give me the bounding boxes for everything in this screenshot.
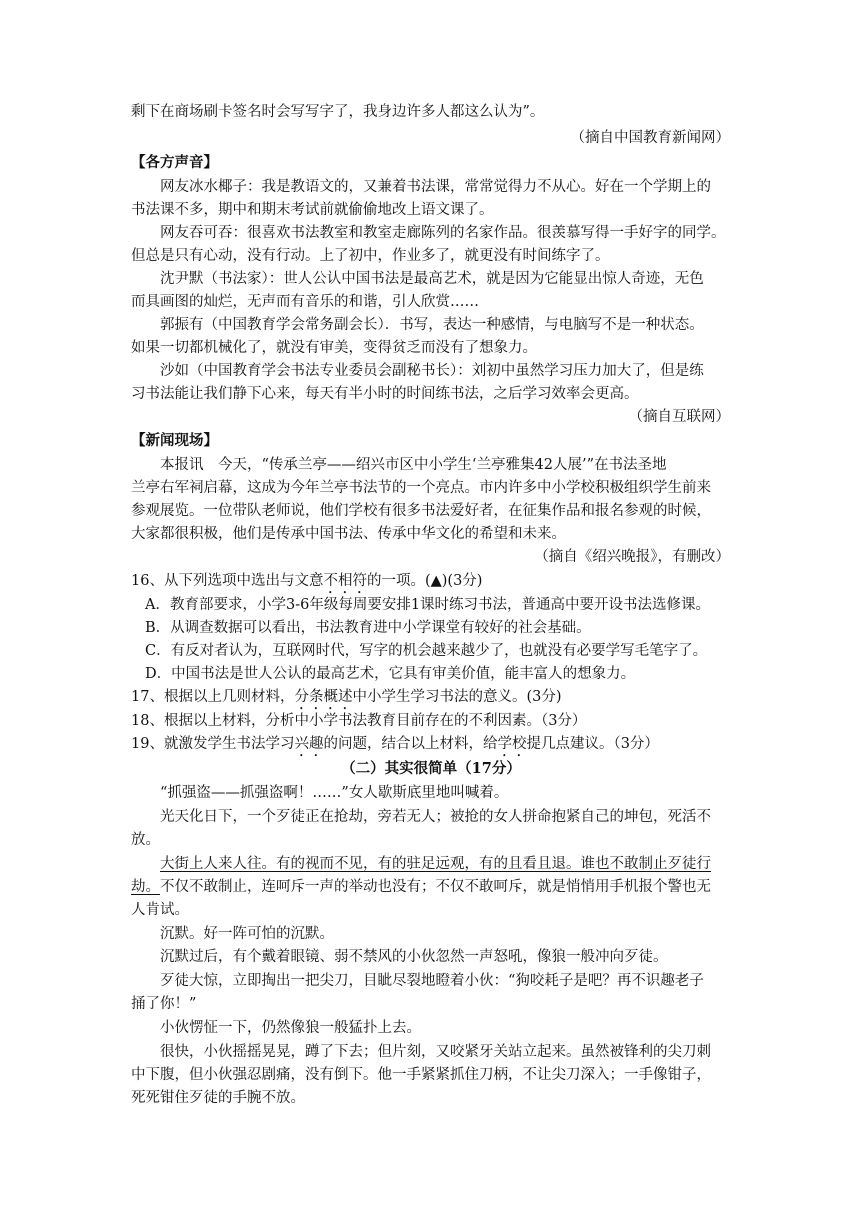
story-line: 沉默过后，有个戴着眼镜、弱不禁风的小伙忽然一声怒吼，像狼一般冲向歹徒。 xyxy=(160,949,668,965)
question-text: 的一项。(▲)(3分) xyxy=(366,573,483,589)
question-16 xyxy=(131,570,731,597)
question-19 xyxy=(131,733,731,760)
story-line: 歹徒大惊，立即掏出一把尖刀，目眦尽裂地瞪着小伙：“狗咬耗子是吧？再不识趣老子 xyxy=(160,973,704,989)
option-d: D．中国书法是世人公认的最高艺术，它具有审美价值，能丰富人的想象力。 xyxy=(145,666,636,682)
voices-paragraph-line: 如果一切都机械化了，就没有审美，变得贫乏而没有了想象力。 xyxy=(131,340,537,356)
voices-paragraph-line: 但总是只有心动，没有行动。上了初中，作业多了，就更没有时间练字了。 xyxy=(131,248,610,264)
story-line: 人肯试。 xyxy=(131,902,189,918)
story-line: 光天化日下，一个歹徒正在抢劫，旁若无人；被抢的女人拼命抱紧自己的坤包，死活不 xyxy=(160,809,711,825)
question-text: 提几点建议。（3分） xyxy=(526,736,659,752)
story-title: （二）其实很简单（17分） xyxy=(341,760,521,777)
story-line: 沉默。好一阵可怕的沉默。 xyxy=(160,926,334,942)
question-18: 18、根据以上材料，分析中小学书法教育目前存在的不利因素。（3分） xyxy=(131,713,587,729)
continuation-line: 剩下在商场刷卡签名时会写写字了，我身边许多人都这么认为”。 xyxy=(131,104,545,120)
news-paragraph-line: 参观展览。一位带队老师说，他们学校有很多书法爱好者，在征集作品和报名参观的时候， xyxy=(131,503,711,519)
option-a: A．教育部要求，小学3-6年级每周要安排1课时练习书法，普通高中要开设书法选修课。 xyxy=(145,597,711,613)
story-text: 不仅不敢制止，连呵斥一声的举动也没有；不仅不敢呵斥，就是悄悄用手机报个警也无 xyxy=(160,879,711,895)
voices-source: （摘自互联网） xyxy=(628,409,730,425)
story-line: “抓强盗——抓强盗啊！……”女人歇斯底里地叫喊着。 xyxy=(160,785,509,801)
news-paragraph-line: 大家都很积极，他们是传承中国书法、传承中华文化的希望和未来。 xyxy=(131,526,566,542)
source-citation: （摘自中国教育新闻网） xyxy=(570,130,730,146)
story-line xyxy=(131,876,731,898)
story-line: 小伙愣怔一下，仍然像狼一般猛扑上去。 xyxy=(160,1020,421,1036)
story-line: 很快，小伙摇摇晃晃，蹲了下去；但片刻，又咬紧牙关站立起来。虽然被锋利的尖刀刺 xyxy=(160,1044,711,1060)
story-underlined-text: 劫。 xyxy=(131,879,160,895)
voices-paragraph-line: 习书法能让我们静下心来，每天有半小时的时间练书法，之后学习效率会更高。 xyxy=(131,386,639,402)
voices-paragraph-line: 沈尹默（书法家）：世人公认中国书法是最高艺术，就是因为它能显出惊人奇迹，无色 xyxy=(160,271,704,287)
question-17 xyxy=(131,686,731,713)
emphasis-text: 兴趣 xyxy=(294,736,324,752)
question-text: 19、就激发学生书法学习 xyxy=(131,736,295,752)
story-line: 捅了你！” xyxy=(131,996,197,1012)
emphasis-text: 分条概述 xyxy=(294,689,353,705)
voices-paragraph-line: 网友吞可吞：很喜欢书法教室和教室走廊陈列的名家作品。很羡慕写得一手好字的同学。 xyxy=(160,225,726,241)
voices-paragraph-line: 沙如（中国教育学会书法专业委员会副秘书长）：刘初中虽然学习压力加大了，但是练 xyxy=(160,363,704,379)
question-text: 的问题，结合以上材料，给 xyxy=(323,736,498,752)
story-underlined-line: 大街上人来人往。有的视而不见，有的驻足远观，有的且看且退。谁也不敢制止歹徒行 xyxy=(160,856,711,872)
emphasis-text: 学校 xyxy=(497,736,527,752)
question-text: 16、从下列选项中选出与文意 xyxy=(131,573,324,589)
option-c: C．有反对者认为，互联网时代，写字的机会越来越少了，也就没有必要学写毛笔字了。 xyxy=(145,643,708,659)
voices-heading: 【各方声音】 xyxy=(131,154,218,171)
emphasis-text: 不相符 xyxy=(323,573,367,589)
voices-paragraph-line: 郭振有（中国教育学会常务副会长）．书写，表达一种感情，与电脑写不是一种状态。 xyxy=(160,317,704,333)
question-text: 中小学生学习书法的意义。(3分) xyxy=(352,689,562,705)
news-paragraph-line: 兰亭右军祠启幕，这成为今年兰亭书法节的一个亮点。市内许多中小学校积极组织学生前来 xyxy=(131,480,711,496)
news-paragraph-line: 本报讯 今天，“传承兰亭——绍兴市区中小学生‘兰亭雅集42人展’”在书法圣地 xyxy=(160,457,667,473)
question-text: 17、根据以上几则材料， xyxy=(131,689,295,705)
news-heading: 【新闻现场】 xyxy=(131,432,218,449)
story-line: 放。 xyxy=(131,832,160,848)
story-line: 死死钳住歹徒的手腕不放。 xyxy=(131,1090,305,1106)
voices-paragraph-line: 而具画图的灿烂，无声而有音乐的和谐，引人欣赏…… xyxy=(131,294,479,310)
voices-paragraph-line: 书法课不多，期中和期末考试前就偷偷地改上语文课了。 xyxy=(131,202,494,218)
option-b: B．从调查数据可以看出，书法教育进中小学课堂有较好的社会基础。 xyxy=(145,620,591,636)
news-source: （摘自《绍兴晚报》，有删改） xyxy=(534,549,730,565)
voices-paragraph-line: 网友冰水椰子：我是教语文的，又兼着书法课，常常觉得力不从心。好在一个学期上的 xyxy=(160,179,711,195)
story-line: 中下腹，但小伙强忍剧痛，没有倒下。他一手紧紧抓住刀柄，不让尖刀深入；一手像钳子， xyxy=(131,1067,711,1083)
